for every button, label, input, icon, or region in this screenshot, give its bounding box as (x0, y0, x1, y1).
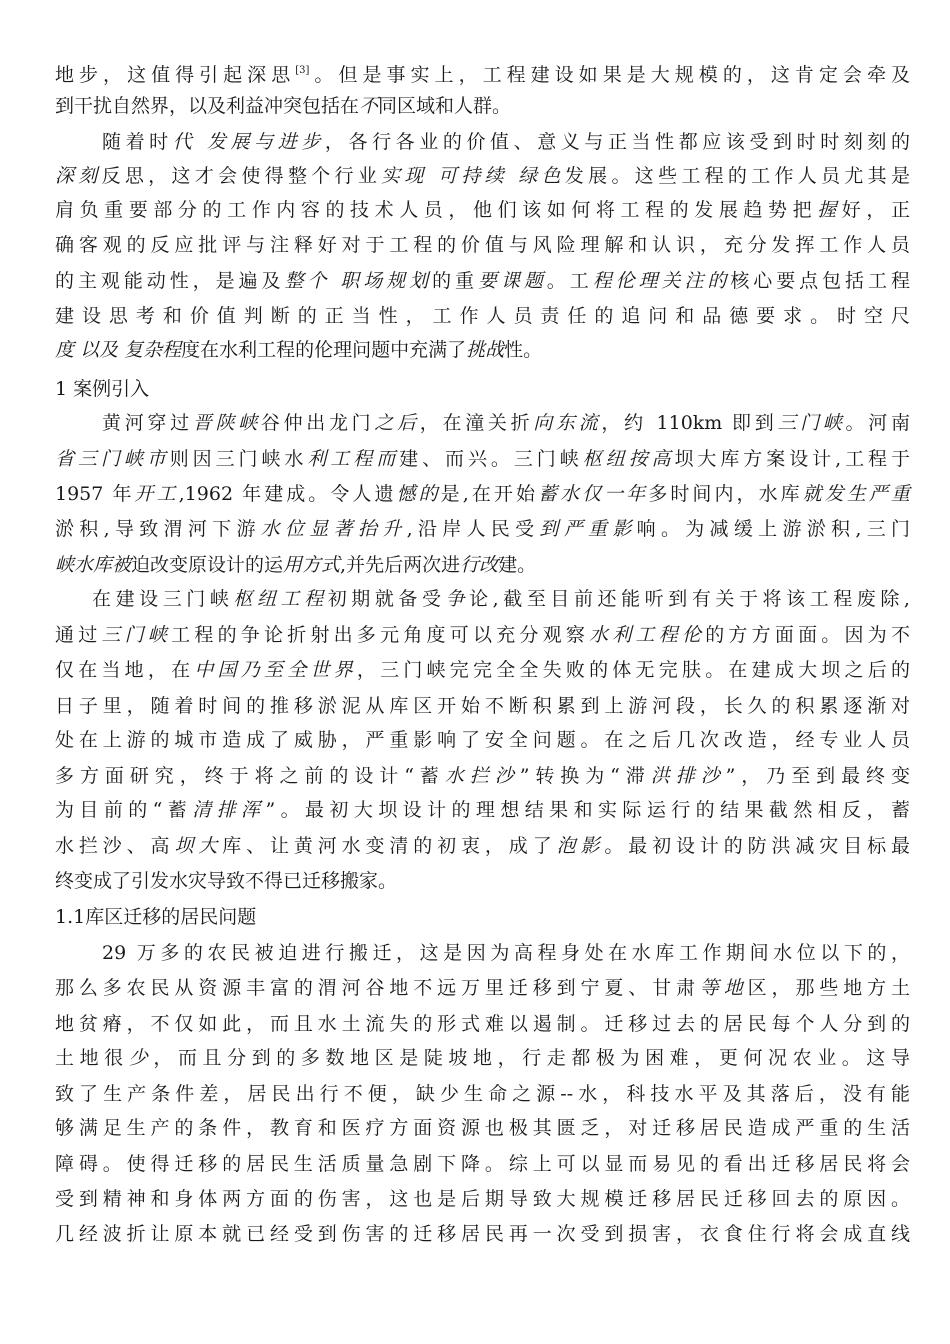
text-run: ,1962 年建成。令人遗 (178, 483, 397, 505)
emphasis-text: 用方式 (283, 554, 341, 576)
emphasis-text: 水拦沙 (444, 765, 520, 787)
text-line (55, 446, 910, 472)
text-line (55, 93, 910, 119)
text-line (55, 1011, 910, 1037)
text-line (55, 975, 910, 1001)
emphasis-text: 等地 (699, 977, 748, 999)
section-heading: 1.1库区迁移的居民问题 (55, 906, 257, 928)
emphasis-text: 就发生严重 (802, 483, 910, 505)
text-run: 够满足生产的条件，教育和医疗方面资源也极其匮乏，对迁移居民造成严重的生活 (55, 1117, 910, 1139)
emphasis-text: 向东流 (533, 412, 602, 434)
text-line (55, 1115, 910, 1141)
text-line (55, 163, 910, 189)
text-run: 。工 (546, 270, 593, 292)
text-line (55, 657, 910, 683)
text-run: 好，正 (841, 199, 910, 221)
text-run: 核心要点包括工程 (730, 270, 910, 292)
emphasis-text: 三门峡 (101, 624, 172, 646)
text-line (102, 940, 910, 966)
text-line (55, 232, 910, 258)
text-line (55, 268, 910, 294)
text-run: ，约 110km 即到 (601, 412, 778, 434)
text-run: 处在上游的城市造成了威胁，严重影响了安全问题。在之后几次改造，经专业人员 (55, 729, 910, 751)
emphasis-text: 蓄水仅一年 (538, 483, 649, 505)
text-line (55, 552, 910, 578)
text-line (55, 868, 910, 894)
text-run: 肩负重要部分的工作内容的技术人员，他们该如何将工程的发展趋势把 (55, 199, 818, 221)
emphasis-text: 到严重影 (539, 518, 637, 540)
emphasis-text: 清排浑 (192, 799, 266, 821)
text-line (55, 337, 910, 363)
emphasis-text: 泡影 (556, 835, 605, 857)
text-run: 的方方面面。因为不 (705, 624, 910, 646)
text-line (55, 1151, 910, 1177)
emphasis-text: 枢纽按高 (582, 448, 675, 470)
text-line (55, 727, 910, 753)
text-line (55, 622, 910, 648)
text-run: 水拦沙、高 (55, 835, 175, 857)
emphasis-text: 坝大 (174, 835, 223, 857)
text-run: 29 万多的农民被迫进行搬迁，这是因为高程身处在水库工作期间水位以下的， (102, 942, 910, 964)
emphasis-text: 三门峡 (777, 412, 846, 434)
text-run: ，各行各业的价值、意义与正当性都应该受到时时刻刻的 (324, 131, 910, 153)
text-run: 地步，这值得引起深思 (55, 64, 296, 86)
text-run: 性。 (504, 339, 543, 361)
text-run: 。最初设计的防洪减灾目标最 (604, 835, 910, 857)
emphasis-text: 行改 (460, 554, 499, 576)
emphasis-text: 憾的 (396, 483, 441, 505)
text-run: 地贫瘠，不仅如此，而且水土流失的形式难以遏制。迁移过去的居民每个人分到的 (55, 1013, 910, 1035)
text-run: 谷仲出龙门 (260, 412, 375, 434)
text-run: 仅在当地，在 (55, 659, 195, 681)
text-run: 建设思考和价值判断的正当性，工作人员责任的追问和品德要求。时空尺 (55, 305, 910, 327)
emphasis-text: 整个 职场规划 (284, 270, 433, 292)
text-run: 。但是事实上，工程建设如果是大规模的，这肯定会牵及 (309, 64, 910, 86)
emphasis-text: 利工程而 (307, 448, 400, 470)
text-line (92, 586, 910, 612)
text-run: 终变成了引发水灾导致不得已迁移搬家。 (55, 870, 398, 892)
text-run: 的主观能动性，是遍及 (55, 270, 285, 292)
text-run: ”。最初大坝设计的理想结果和实际运行的结果截然相反，蓄 (265, 799, 910, 821)
text-run: 建、而兴。三门峡 (399, 448, 583, 470)
text-run: 反思，这才会使得整个行业 (101, 165, 382, 187)
text-run: 日子里，随着时间的推移淤泥从库区开始不断积累到上游河段，长久的积累逐渐对 (55, 695, 910, 717)
text-run: 受到精神和身体两方面的伤害，这也是后期导致大规模迁移居民迁移回去的原因。 (55, 1188, 910, 1210)
text-run: 同区域和人群。 (378, 95, 512, 117)
text-line (55, 1081, 910, 1107)
text-run: 在建设三门峡 (92, 588, 234, 610)
citation-marker: [3] (295, 65, 310, 76)
text-run: 响。为减缓上游淤积,三门 (636, 518, 910, 540)
emphasis-text: 峡水库被 (55, 554, 132, 576)
emphasis-text: 实现 可持续 绿色 (381, 165, 565, 187)
text-run: 迫改变原设计的运 (131, 554, 284, 576)
text-line (55, 1045, 910, 1071)
text-run: 多时间内，水库 (648, 483, 803, 505)
text-line (55, 516, 910, 542)
text-line (102, 410, 910, 436)
text-run: 区，那些地方土 (747, 977, 910, 999)
text-run: 障碍。使得迁移的居民生活质量急剧下降。综上可以显而易见的看出迁移居民将会 (55, 1153, 910, 1175)
text-run: 初期就备受 (327, 588, 446, 610)
emphasis-text: 之后 (374, 412, 420, 434)
text-line (55, 197, 910, 223)
text-line (55, 833, 910, 859)
text-run: 到干扰自然界，以及利益冲突包括在 (55, 95, 360, 117)
emphasis-text: 代 发展与进步 (172, 131, 325, 153)
text-run: 确客观的反应批评与注释好对于工程的价值与风险理解和认识，充分发挥工作人员 (55, 234, 910, 256)
emphasis-text: 水利工程伦 (589, 624, 706, 646)
text-run: ,并先后两次进 (340, 554, 461, 576)
emphasis-text: 少 (128, 1047, 154, 1069)
text-run: 。河南 (845, 412, 910, 434)
emphasis-text: 晋陕峡 (192, 412, 261, 434)
text-run: 库、让黄河水变清的初衷，成了 (222, 835, 557, 857)
text-run: 黄河穿过 (102, 412, 193, 434)
emphasis-text: 度 以及 复杂程 (55, 339, 182, 361)
emphasis-text: 挑战 (466, 339, 505, 361)
text-line (55, 797, 910, 823)
text-run: ,沿岸人民受 (406, 518, 540, 540)
text-run: ，而且分到的多数地区是陡坡地，行走都极为困难，更何况农业。这导 (153, 1047, 910, 1069)
text-run: 通过 (55, 624, 102, 646)
emphasis-text: 深刻 (55, 165, 102, 187)
emphasis-text: 不 (359, 95, 379, 117)
emphasis-text: 要课题 (477, 270, 547, 292)
text-line (55, 1221, 910, 1247)
text-run: 1957 年 (55, 483, 135, 505)
text-line (102, 129, 910, 155)
text-run: 坝大库方案设计,工程于 (674, 448, 910, 470)
text-line (55, 693, 910, 719)
text-line (55, 1186, 910, 1212)
text-run: ，三门峡完完全全失败的体无完肤。在建成大坝之后的 (356, 659, 910, 681)
emphasis-text: 握 (817, 199, 842, 221)
text-line (55, 763, 910, 789)
emphasis-text: 水位显著抬升 (260, 518, 407, 540)
emphasis-text: 中国乃至全世界 (194, 659, 357, 681)
text-run: 是,在开始 (440, 483, 539, 505)
text-run: 几经波折让原本就已经受到伤害的迁移居民再一次受到损害，衣食住行将会成直线 (55, 1223, 910, 1245)
section-heading: 1 案例引入 (55, 378, 150, 400)
text-run: 土地很 (55, 1047, 129, 1069)
text-run: 那么多农民从资源丰富的渭河谷地不远万里迁移到宁夏、甘肃 (55, 977, 700, 999)
emphasis-text: 开工 (134, 483, 179, 505)
emphasis-text: 洪排沙 (650, 765, 726, 787)
text-run: 建。 (498, 554, 537, 576)
text-run: 为目前的“蓄 (55, 799, 193, 821)
emphasis-text: 争 (445, 588, 470, 610)
text-run: 淤积,导致渭河下游 (55, 518, 261, 540)
text-run: 多方面研究，终于将之前的设计“蓄 (55, 765, 445, 787)
emphasis-text: 程伦理关注的 (592, 270, 731, 292)
text-run: ”转换为“滞 (519, 765, 651, 787)
text-run: 则因三门峡水 (169, 448, 308, 470)
text-run: 随着时 (102, 131, 173, 153)
text-line (55, 303, 910, 329)
text-line (55, 481, 910, 507)
text-run: 度在水利工程的伦理问题中充满了 (181, 339, 467, 361)
text-run: 发展。这些工程的工作人员尤其是 (564, 165, 910, 187)
text-run: 致了生产条件差，居民出行不便，缺少生命之源--水，科技水平及其落后，没有能 (55, 1083, 910, 1105)
text-run: ”，乃至到最终变 (725, 765, 910, 787)
text-run: 的重 (432, 270, 478, 292)
text-run: ，在潼关折 (419, 412, 534, 434)
text-line (55, 58, 910, 88)
text-run: 工程的争论折射出多元角度可以充分观察 (171, 624, 590, 646)
text-run: 论,截至目前还能听到有关于将该工程废除, (469, 588, 910, 610)
emphasis-text: 枢纽工程 (233, 588, 328, 610)
emphasis-text: 省三门峡市 (55, 448, 170, 470)
